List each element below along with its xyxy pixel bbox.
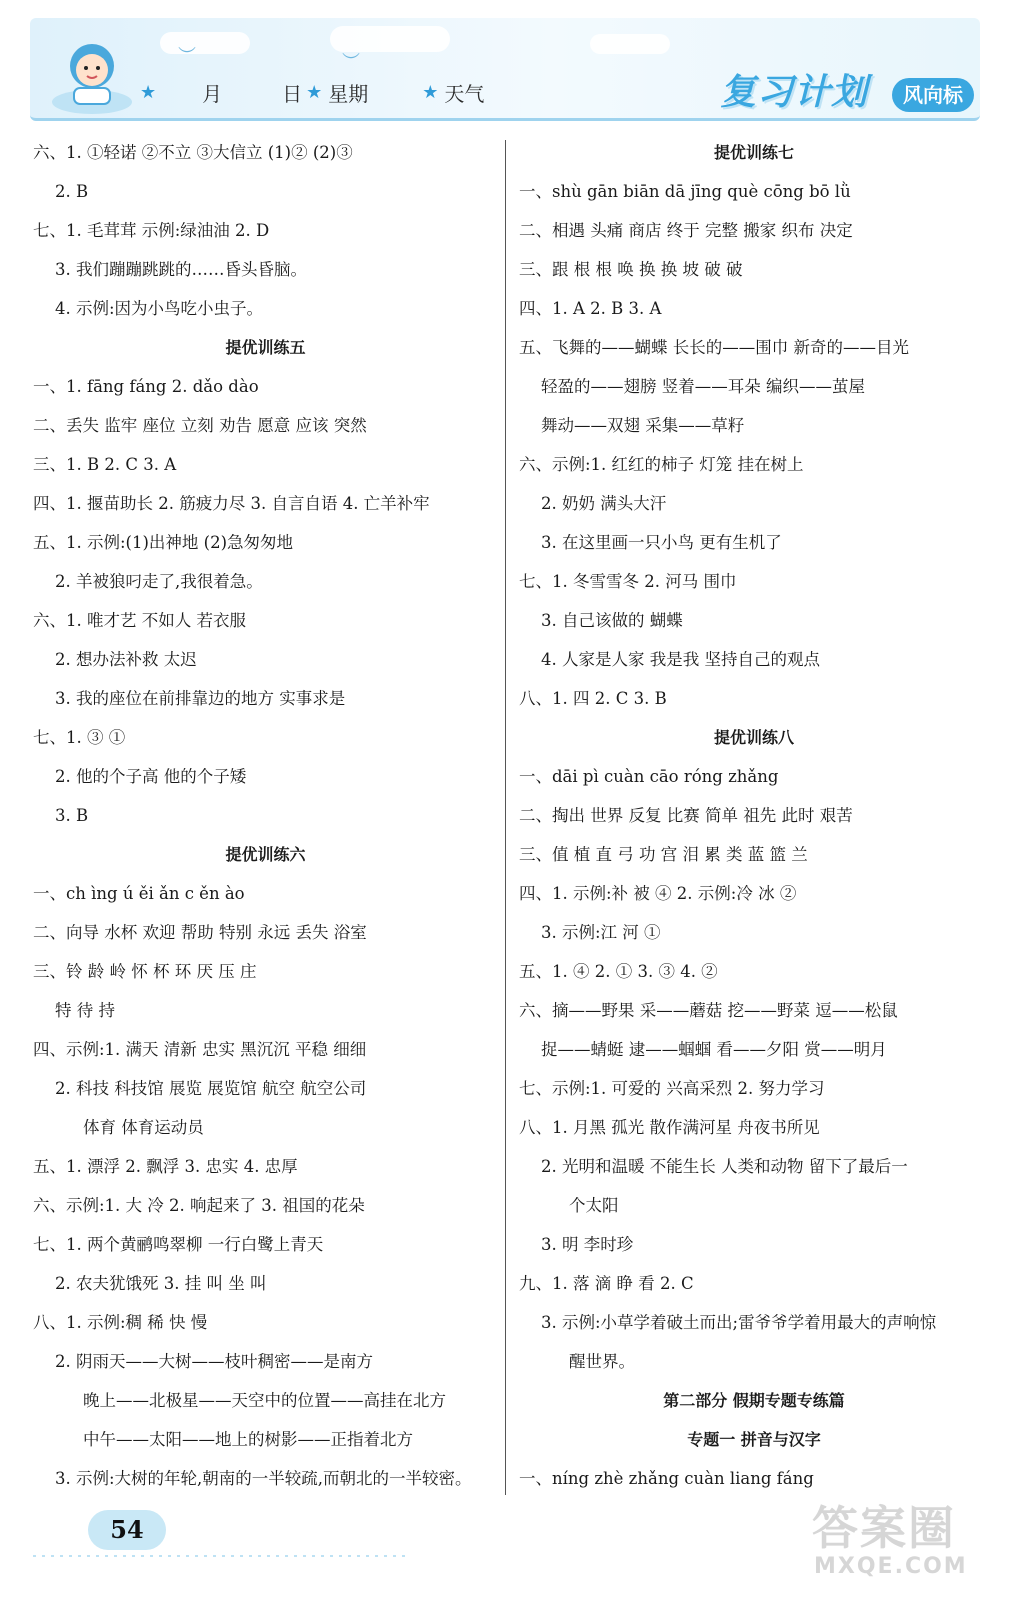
watermark-text: 答案圈: [812, 1501, 956, 1555]
answer-line: 八、1. 月黑 孤光 散作满河星 舟夜书所见: [519, 1118, 820, 1137]
answer-line: 2. 想办法补救 太迟: [55, 650, 197, 669]
answer-line: 六、示例:1. 大 冷 2. 响起来了 3. 祖国的花朵: [33, 1196, 365, 1215]
dotted-line-decoration: [30, 1554, 410, 1558]
page-header: [30, 18, 980, 128]
answer-line: 八、1. 示例:稠 稀 快 慢: [33, 1313, 208, 1332]
cloud-decoration: [590, 34, 670, 54]
answer-line: 2. 奶奶 满头大汗: [541, 494, 667, 513]
answer-line: 三、跟 根 根 唤 换 换 坡 破 破: [519, 260, 743, 279]
answer-line: 二、丢失 监牢 座位 立刻 劝告 愿意 应该 突然: [33, 416, 367, 435]
answer-line: 四、1. 揠苗助长 2. 筋疲力尽 3. 自言自语 4. 亡羊补牢: [33, 494, 430, 513]
answer-line: 2. 他的个子高 他的个子矮: [55, 767, 247, 786]
bird-icon: ︶: [178, 46, 196, 67]
month-label: 月: [202, 81, 223, 106]
answer-line: 2. 农夫犹饿死 3. 挂 叫 坐 叫: [55, 1274, 267, 1293]
answer-line: 六、1. ①轻诺 ②不立 ③大信立 (1)② (2)③: [33, 143, 353, 162]
page-number: 54: [88, 1510, 166, 1550]
column-divider: [505, 140, 506, 1495]
answer-line: 2. 光明和温暖 不能生长 人类和动物 留下了最后一: [541, 1157, 908, 1176]
answer-line: 特 待 持: [55, 1001, 115, 1020]
answer-line: 二、掏出 世界 反复 比赛 简单 祖先 此时 艰苦: [519, 806, 853, 825]
answer-line: 一、níng zhè zhǎng cuàn liang fáng: [519, 1469, 814, 1488]
answer-line: 七、示例:1. 可爱的 兴高采烈 2. 努力学习: [519, 1079, 825, 1098]
answer-line: 中午——太阳——地上的树影——正指着北方: [83, 1430, 413, 1449]
answer-line: 晚上——北极星——天空中的位置——高挂在北方: [83, 1391, 446, 1410]
section-heading: 第二部分 假期专题专练篇: [663, 1391, 845, 1410]
bird-icon: ︶: [342, 52, 360, 73]
answer-line: 个太阳: [569, 1196, 619, 1215]
weather-label: 天气: [444, 81, 485, 106]
answer-line: 一、dāi pì cuàn cāo róng zhǎng: [519, 767, 779, 786]
answer-line: 2. 羊被狼叼走了,我很着急。: [55, 572, 263, 591]
answer-line: 3. 明 李时珍: [541, 1235, 634, 1254]
answer-line: 二、向导 水杯 欢迎 帮助 特别 永远 丢失 浴室: [33, 923, 367, 942]
answer-line: 2. B: [55, 182, 89, 201]
section-heading: 专题一 拼音与汉字: [687, 1430, 821, 1449]
answer-line: 三、值 植 直 弓 功 宫 泪 累 类 蓝 篮 兰: [519, 845, 808, 864]
answer-line: 七、1. 两个黄鹂鸣翠柳 一行白鹭上青天: [33, 1235, 324, 1254]
answer-line: 五、1. ④ 2. ① 3. ③ 4. ②: [519, 962, 718, 981]
mascot-girl-illustration: [44, 32, 140, 118]
answer-line: 舞动——双翅 采集——草籽: [541, 416, 745, 435]
section-heading: 提优训练五: [225, 338, 306, 357]
answer-line: 3. 自己该做的 蝴蝶: [541, 611, 683, 630]
answer-line: 四、1. A 2. B 3. A: [519, 299, 662, 318]
answer-line: 二、相遇 头痛 商店 终于 完整 搬家 织布 决定: [519, 221, 853, 240]
star-icon: ★: [306, 81, 323, 103]
watermark: [812, 1492, 1002, 1592]
answer-line: 四、示例:1. 满天 清新 忠实 黑沉沉 平稳 细细: [33, 1040, 367, 1059]
book-subtitle: 风向标: [892, 78, 974, 112]
answer-line: 三、铃 龄 岭 怀 杯 环 厌 压 庄: [33, 962, 257, 981]
page-footer: [20, 1502, 420, 1562]
answer-line: 醒世界。: [569, 1352, 635, 1371]
cloud-decoration: [160, 32, 250, 54]
answer-line: 3. 示例:江 河 ①: [541, 923, 661, 942]
star-icon: ★: [140, 81, 157, 103]
answer-line: 2. 阴雨天——大树——枝叶稠密——是南方: [55, 1352, 373, 1371]
answers-right-column: [519, 133, 989, 1498]
answer-line: 一、1. fāng fáng 2. dǎo dào: [33, 377, 259, 396]
section-heading: 提优训练七: [713, 143, 794, 162]
answer-line: 六、示例:1. 红红的柿子 灯笼 挂在树上: [519, 455, 804, 474]
week-label: 星期: [328, 81, 369, 106]
answer-line: 一、shù gān biān dā jīng què cōng bō lǜ: [519, 182, 851, 201]
answer-line: 七、1. 毛茸茸 示例:绿油油 2. D: [33, 221, 270, 240]
answer-line: 七、1. 冬雪雪冬 2. 河马 围巾: [519, 572, 737, 591]
star-icon: ★: [422, 81, 439, 103]
book-title: 复习计划: [720, 72, 869, 113]
section-heading: 提优训练六: [225, 845, 306, 864]
answer-line: 体育 体育运动员: [83, 1118, 204, 1137]
answer-line: 九、1. 落 滴 睁 看 2. C: [519, 1274, 694, 1293]
answer-line: 一、ch ìng ú ěi ǎn c ěn ào: [33, 884, 245, 903]
answer-line: 3. 示例:小草学着破土而出;雷爷爷学着用最大的声响惊: [541, 1313, 937, 1332]
answer-line: 3. 我的座位在前排靠边的地方 实事求是: [55, 689, 346, 708]
answer-line: 五、飞舞的——蝴蝶 长长的——围巾 新奇的——目光: [519, 338, 909, 357]
answer-line: 三、1. B 2. C 3. A: [33, 455, 177, 474]
answer-line: 五、1. 示例:(1)出神地 (2)急匆匆地: [33, 533, 294, 552]
answer-line: 2. 科技 科技馆 展览 展览馆 航空 航空公司: [55, 1079, 367, 1098]
date-weather-row: [140, 74, 520, 110]
answer-line: 六、摘——野果 采——蘑菇 挖——野菜 逗——松鼠: [519, 1001, 898, 1020]
day-label: 日: [282, 81, 303, 106]
answer-line: 捉——蜻蜓 逮——蝈蝈 看——夕阳 赏——明月: [541, 1040, 887, 1059]
answer-line: 八、1. 四 2. C 3. B: [519, 689, 667, 708]
answer-line: 4. 示例:因为小鸟吃小虫子。: [55, 299, 264, 318]
answer-line: 3. B: [55, 806, 89, 825]
watermark-url: MXQE.COM: [814, 1554, 968, 1579]
answer-line: 3. 我们蹦蹦跳跳的……昏头昏脑。: [55, 260, 307, 279]
answer-line: 五、1. 漂浮 2. 飘浮 3. 忠实 4. 忠厚: [33, 1157, 298, 1176]
answer-line: 4. 人家是人家 我是我 坚持自己的观点: [541, 650, 820, 669]
answers-left-column: [33, 133, 498, 1498]
answer-line: 轻盈的——翅膀 竖着——耳朵 编织——茧屋: [541, 377, 865, 396]
section-heading: 提优训练八: [713, 728, 794, 747]
answer-line: 六、1. 唯才艺 不如人 若衣服: [33, 611, 246, 630]
answer-line: 3. 在这里画一只小鸟 更有生机了: [541, 533, 782, 552]
answer-line: 七、1. ③ ①: [33, 728, 126, 747]
answer-line: 3. 示例:大树的年轮,朝南的一半较疏,而朝北的一半较密。: [55, 1469, 472, 1488]
answer-line: 四、1. 示例:补 被 ④ 2. 示例:冷 冰 ②: [519, 884, 797, 903]
